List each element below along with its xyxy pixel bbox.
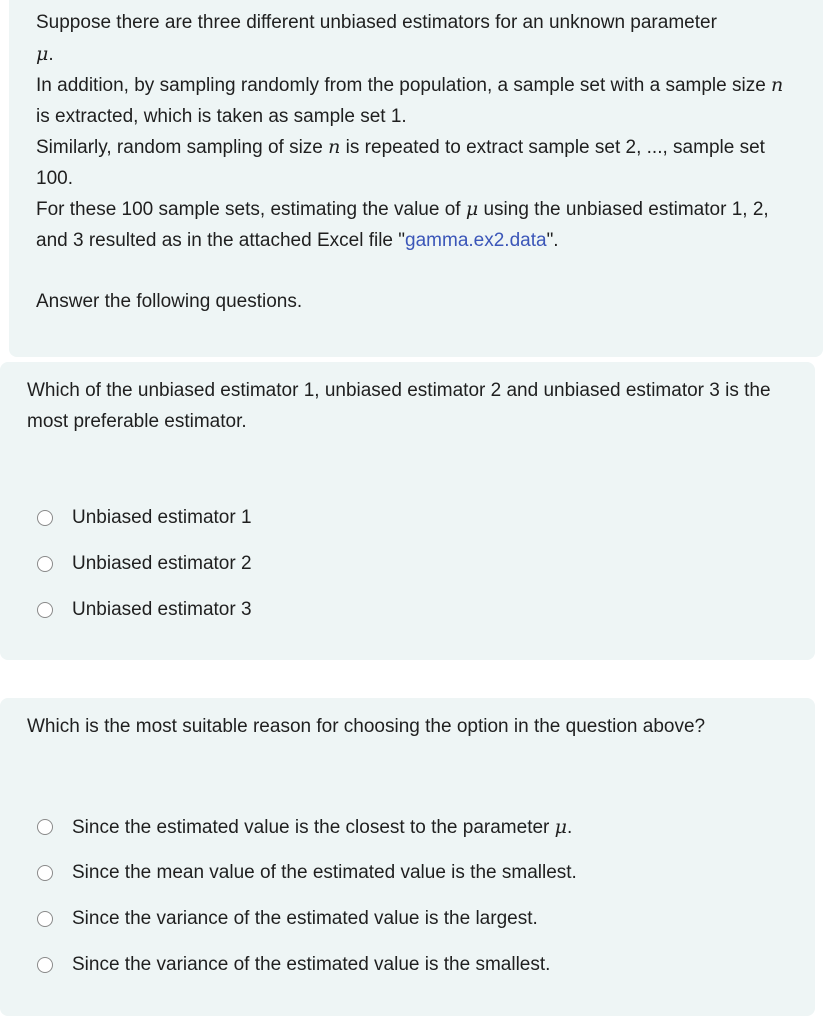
option-label-period: . (567, 816, 573, 838)
option-label: Since the mean value of the estimated value is the smallest. (72, 862, 577, 883)
mu-symbol: μ (554, 815, 568, 838)
option-label (72, 816, 572, 839)
intro-paragraph-2 (36, 70, 797, 132)
option-label: Since the variance of the estimated value is the largest. (72, 908, 538, 929)
intro-text: is extracted, which is taken as sample set 1. (36, 105, 407, 127)
radio-button[interactable] (37, 865, 53, 881)
spacer (36, 256, 797, 287)
radio-button[interactable] (37, 556, 53, 572)
radio-button[interactable] (37, 819, 53, 835)
instruction-text: Answer the following questions. (36, 290, 303, 312)
intro-text: is repeated to extract sample set 2, ..., sample set 100. (36, 137, 765, 189)
option-label-text: Since the estimated value is the closest to the parameter (72, 816, 555, 838)
intro-line-1: Suppose there are three different unbiased estimators for an unknown parameter (36, 12, 717, 33)
mu-symbol: μ (36, 42, 49, 65)
radio-option-estimator-2[interactable] (37, 541, 252, 587)
n-symbol: n (771, 74, 784, 96)
question-1-prompt: Which of the unbiased estimator 1, unbiased estimator 2 and unbiased estimator 3 is the most preferable estimator. (27, 380, 771, 432)
intro-period: . (48, 43, 54, 65)
intro-paragraph-1 (36, 8, 797, 70)
file-link[interactable]: gamma.ex2.data (405, 229, 547, 251)
question-1-options (37, 495, 252, 633)
intro-card (9, 0, 823, 357)
option-label: Unbiased estimator 3 (72, 599, 252, 620)
question-2-prompt: Which is the most suitable reason for choosing the option in the question above? (27, 716, 706, 737)
n-symbol: n (328, 136, 341, 158)
option-label: Unbiased estimator 1 (72, 507, 252, 528)
question-2-options (37, 804, 577, 988)
mu-symbol: μ (465, 198, 479, 220)
radio-button[interactable] (37, 957, 53, 973)
radio-button[interactable] (37, 602, 53, 618)
radio-option-estimator-3[interactable] (37, 587, 252, 633)
radio-button[interactable] (37, 510, 53, 526)
intro-text: ". (546, 229, 559, 251)
intro-text: In addition, by sampling randomly from the population, a sample set with a sample size (36, 75, 772, 96)
option-label: Unbiased estimator 2 (72, 553, 252, 574)
radio-option-variance-smallest[interactable] (37, 942, 577, 988)
intro-text: using the unbiased estimator 1, 2, and 3 resulted as in the attached Excel file " (36, 199, 769, 251)
question-2-card (0, 698, 815, 1016)
intro-text: For these 100 sample sets, estimating the value of (36, 199, 466, 220)
intro-text: Similarly, random sampling of size (36, 137, 329, 158)
radio-button[interactable] (37, 911, 53, 927)
radio-option-mean-smallest[interactable] (37, 850, 577, 896)
radio-option-variance-largest[interactable] (37, 896, 577, 942)
question-1-card (0, 362, 815, 660)
intro-paragraph-3 (36, 132, 797, 194)
radio-option-estimator-1[interactable] (37, 495, 252, 541)
option-label: Since the variance of the estimated value is the smallest. (72, 954, 551, 975)
intro-paragraph-4 (36, 194, 797, 256)
radio-option-closest[interactable] (37, 804, 577, 850)
